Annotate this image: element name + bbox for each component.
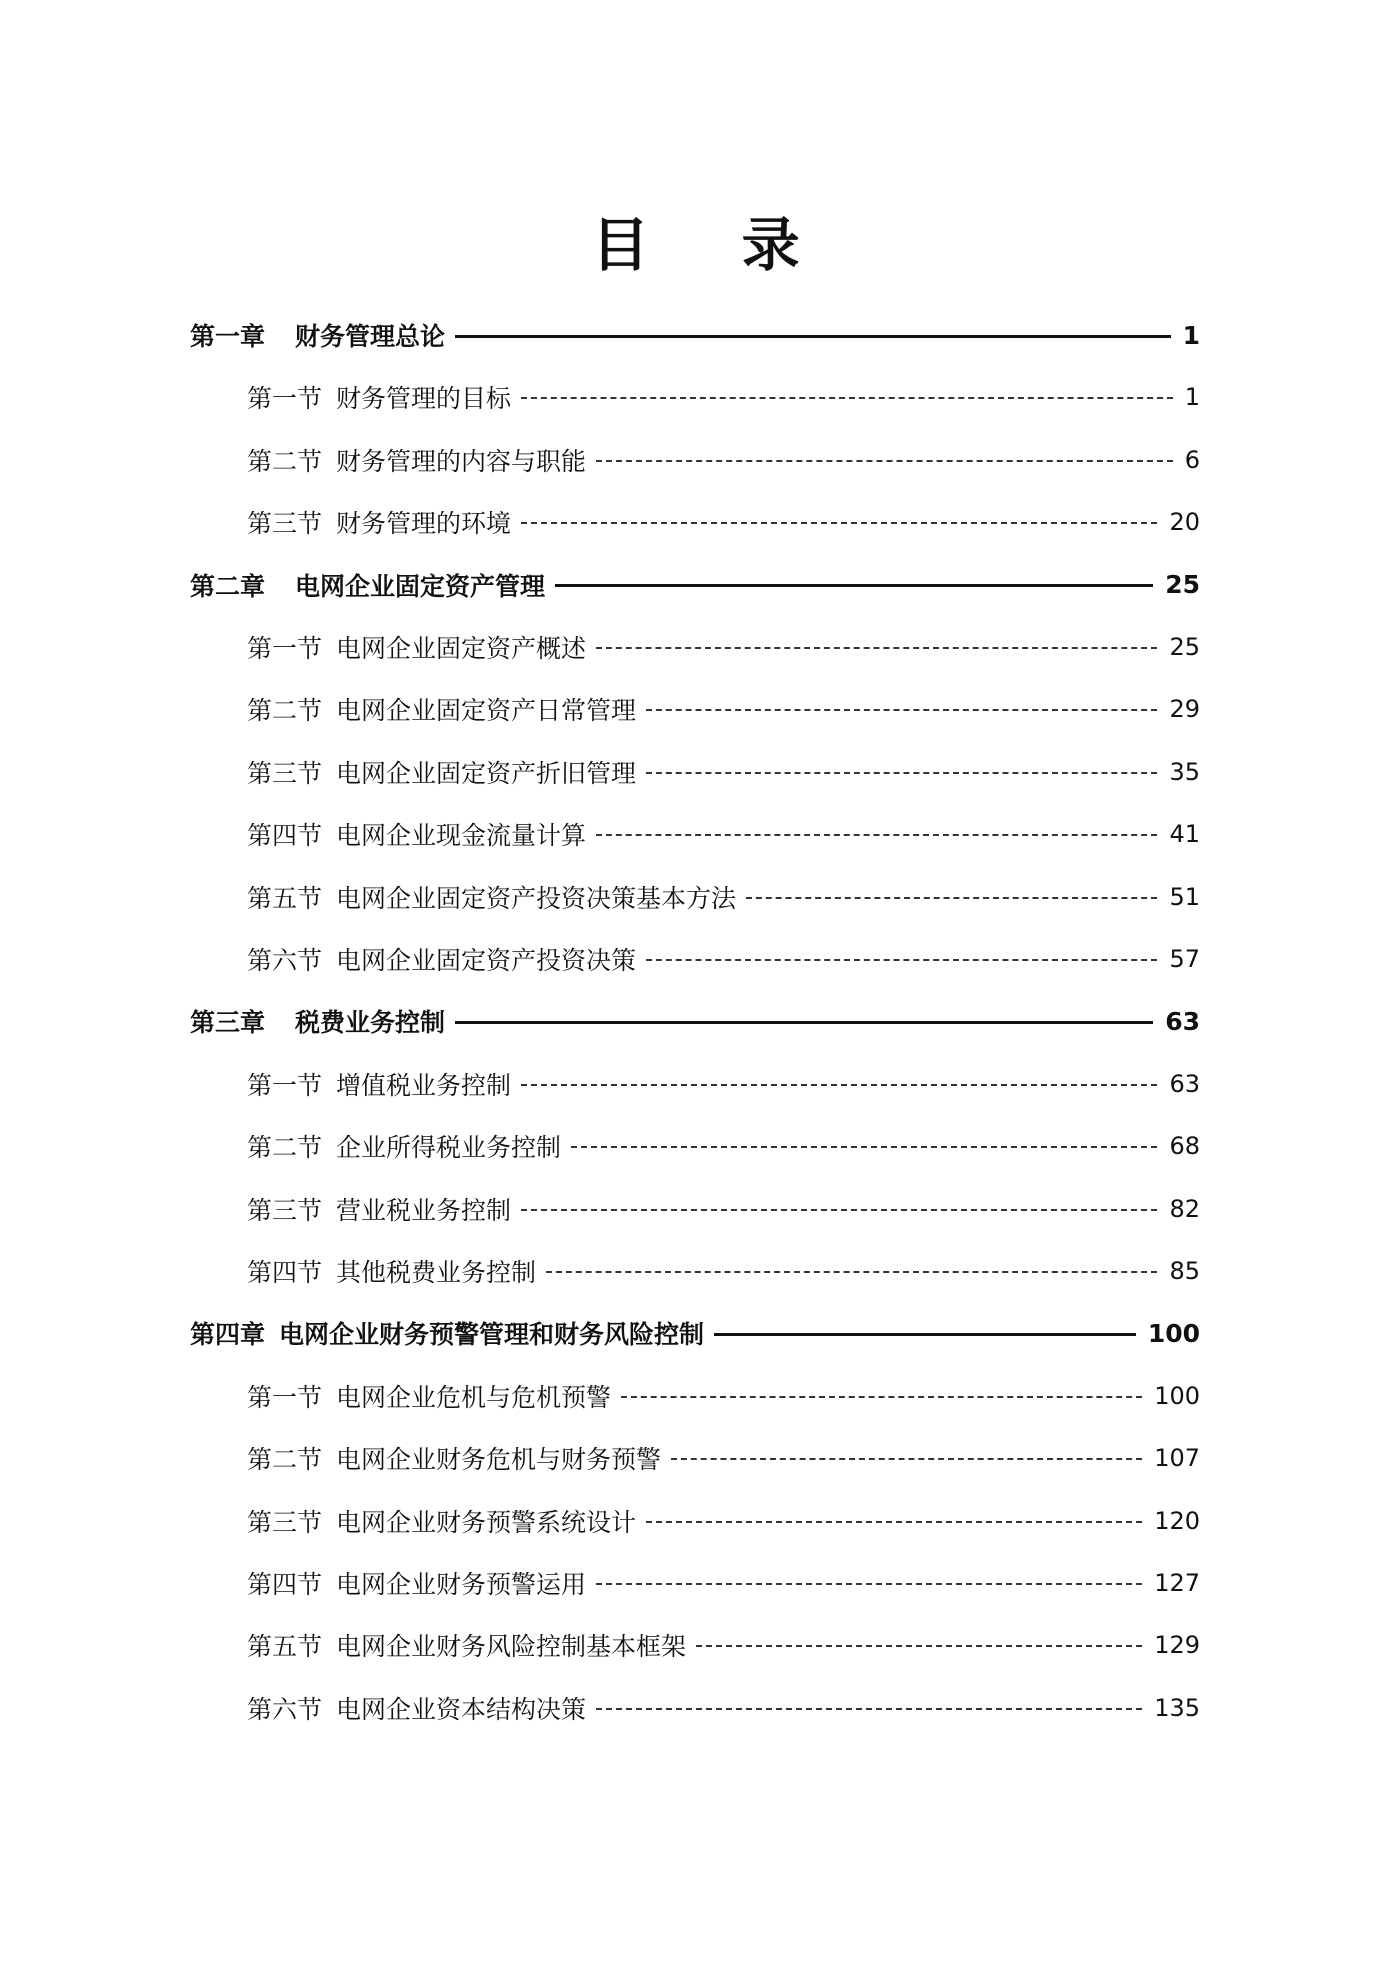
toc-entry-label: [247, 1690, 586, 1726]
toc-entry-label: [247, 1627, 686, 1663]
toc-entry-title: 财务管理总论: [295, 322, 446, 351]
toc-page-number: 51: [1169, 882, 1200, 911]
toc-chapter-entry: [190, 1001, 1200, 1041]
toc-entry-number: 第四节: [247, 1570, 323, 1599]
toc-page-number: 1: [1184, 383, 1200, 412]
toc-entry-title: 电网企业固定资产日常管理: [336, 696, 637, 726]
toc-section-entry: [247, 1189, 1200, 1229]
toc-section-entry: [247, 1064, 1200, 1104]
toc-page-number: 20: [1169, 508, 1200, 537]
toc-entry-number: 第三章: [190, 1008, 266, 1038]
page-title: 目 录: [591, 211, 836, 279]
toc-entry-title: 电网企业财务危机与财务预警: [336, 1445, 662, 1475]
toc-entry-number: 第五节: [247, 1632, 323, 1662]
toc-page-number: 127: [1154, 1569, 1200, 1597]
toc-leader-line: [646, 772, 1157, 774]
toc-entry-title: 财务管理的环境: [336, 509, 512, 539]
toc-entry-title: 财务管理的目标: [336, 384, 512, 414]
toc-page-number: 82: [1169, 1194, 1200, 1223]
toc-section-entry: [247, 814, 1200, 854]
toc-entry-title: 电网企业财务预警管理和财务风险控制: [279, 1320, 705, 1350]
toc-chapter-entry: [190, 315, 1200, 355]
toc-page-number: 63: [1165, 1006, 1200, 1036]
toc-entry-label: [190, 317, 445, 353]
toc-entry-label: [247, 816, 586, 852]
toc-leader-line: [646, 1521, 1142, 1523]
toc-page-number: 85: [1169, 1257, 1200, 1285]
toc-entry-number: 第三节: [247, 758, 323, 788]
toc-entry-label: [247, 754, 636, 790]
toc-leader-line: [646, 709, 1157, 711]
toc-entry-title: 增值税业务控制: [336, 1070, 512, 1100]
toc-entry-title: 电网企业财务预警运用: [336, 1570, 587, 1599]
toc-entry-label: [247, 1503, 636, 1539]
toc-page-number: 63: [1169, 1069, 1200, 1098]
toc-page-number: 135: [1154, 1693, 1200, 1722]
toc-entry-number: 第四章: [190, 1320, 266, 1350]
toc-leader-line: [596, 834, 1157, 836]
toc-entry-number: 第二节: [247, 446, 323, 476]
toc-entry-label: [247, 1066, 511, 1102]
toc-leader-line: [521, 1209, 1157, 1211]
toc-entry-number: 第二章: [190, 571, 266, 601]
toc-leader-line: [596, 647, 1157, 649]
toc-section-entry: [247, 1438, 1200, 1478]
toc-entry-number: 第三节: [247, 1195, 323, 1225]
toc-page-number: 57: [1169, 945, 1200, 973]
toc-leader-line: [555, 584, 1153, 587]
toc-section-entry: [247, 502, 1200, 542]
toc-entry-label: [247, 941, 636, 977]
toc-entry-title: 电网企业固定资产投资决策: [336, 946, 637, 975]
toc-entry-title: 电网企业危机与危机预警: [336, 1382, 612, 1412]
toc-entry-label: [190, 1003, 445, 1039]
toc-leader-line: [546, 1271, 1157, 1273]
toc-entry-number: 第四节: [247, 1258, 323, 1287]
toc-chapter-entry: [190, 565, 1200, 605]
toc-page-number: 6: [1184, 445, 1200, 474]
toc-page-number: 25: [1169, 633, 1200, 661]
toc-entry-number: 第一节: [247, 1070, 323, 1100]
toc-entry-title: 其他税费业务控制: [336, 1258, 537, 1287]
toc-section-entry: [247, 752, 1200, 792]
toc-entry-label: [247, 1565, 586, 1601]
toc-leader-line: [521, 522, 1157, 524]
toc-entry-number: 第一章: [190, 322, 266, 351]
toc-page-number: 41: [1169, 820, 1200, 849]
toc-entry-number: 第六节: [247, 1694, 323, 1724]
toc-page-number: 100: [1147, 1318, 1200, 1348]
toc-section-entry: [247, 377, 1200, 417]
toc-entry-number: 第五节: [247, 883, 323, 913]
toc-section-entry: [247, 1251, 1200, 1291]
toc-page-number: 129: [1154, 1631, 1200, 1660]
toc-entry-label: [190, 1315, 704, 1351]
toc-leader-line: [455, 335, 1171, 338]
toc-section-entry: [247, 1501, 1200, 1541]
toc-entry-number: 第一节: [247, 634, 323, 663]
toc-entry-label: [247, 1191, 511, 1227]
toc-leader-line: [596, 1708, 1142, 1710]
toc-entry-number: 第二节: [247, 1133, 323, 1163]
toc-entry-label: [247, 504, 511, 540]
toc-section-entry: [247, 627, 1200, 667]
toc-entry-label: [247, 879, 736, 915]
toc-leader-line: [571, 1146, 1157, 1148]
toc-entry-title: 税费业务控制: [295, 1008, 446, 1038]
toc-entry-title: 财务管理的内容与职能: [336, 446, 587, 476]
toc-entry-label: [247, 1378, 611, 1414]
toc-leader-line: [671, 1458, 1142, 1460]
toc-page-number: 1: [1182, 320, 1200, 350]
toc-page-number: 120: [1154, 1506, 1200, 1535]
toc-leader-line: [746, 897, 1157, 899]
toc-entry-title: 电网企业现金流量计算: [336, 821, 587, 851]
toc-entry-title: 电网企业固定资产概述: [336, 634, 587, 663]
toc-entry-title: 电网企业财务预警系统设计: [336, 1507, 637, 1537]
toc-leader-line: [714, 1333, 1136, 1336]
toc-leader-line: [646, 959, 1157, 961]
toc-entry-number: 第一节: [247, 384, 323, 414]
toc-entry-label: [247, 379, 511, 415]
toc-section-entry: [247, 939, 1200, 979]
toc-leader-line: [696, 1645, 1142, 1647]
toc-entry-label: [247, 442, 586, 478]
toc-section-entry: [247, 689, 1200, 729]
toc-leader-line: [521, 397, 1173, 399]
toc-entry-label: [247, 629, 586, 665]
toc-entry-number: 第四节: [247, 821, 323, 851]
toc-entry-label: [247, 1440, 661, 1476]
toc-entry-number: 第六节: [247, 946, 323, 975]
toc-section-entry: [247, 1126, 1200, 1166]
toc-leader-line: [596, 460, 1173, 462]
toc-entry-title: 电网企业财务风险控制基本框架: [336, 1632, 687, 1662]
toc-entry-label: [190, 567, 545, 603]
toc-leader-line: [596, 1583, 1142, 1585]
toc-section-entry: [247, 1563, 1200, 1603]
toc-entry-number: 第二节: [247, 696, 323, 726]
toc-entry-label: [247, 691, 636, 727]
toc-entry-title: 电网企业资本结构决策: [336, 1694, 587, 1724]
toc-entry-label: [247, 1128, 561, 1164]
toc-section-entry: [247, 440, 1200, 480]
toc-leader-line: [521, 1084, 1157, 1086]
toc-entry-number: 第一节: [247, 1382, 323, 1412]
toc-entry-title: 企业所得税业务控制: [336, 1133, 562, 1163]
toc-page-number: 68: [1169, 1132, 1200, 1161]
toc-entry-title: 电网企业固定资产管理: [295, 571, 546, 601]
toc-leader-line: [455, 1021, 1153, 1024]
toc-leader-line: [621, 1396, 1142, 1398]
toc-entry-label: [247, 1253, 536, 1289]
toc-chapter-entry: [190, 1313, 1200, 1353]
toc-page-number: 35: [1169, 757, 1200, 786]
toc-section-entry: [247, 1688, 1200, 1728]
toc-page-number: 100: [1154, 1381, 1200, 1410]
toc-page-number: 107: [1154, 1444, 1200, 1473]
toc-entry-number: 第三节: [247, 509, 323, 539]
toc-entry-number: 第三节: [247, 1507, 323, 1537]
toc-entry-number: 第二节: [247, 1445, 323, 1475]
toc-page-number: 25: [1165, 570, 1200, 600]
toc-section-entry: [247, 1376, 1200, 1416]
toc-section-entry: [247, 1625, 1200, 1665]
toc-page-number: 29: [1169, 695, 1200, 724]
toc-entry-title: 营业税业务控制: [336, 1195, 512, 1225]
toc-entry-title: 电网企业固定资产投资决策基本方法: [336, 883, 737, 913]
toc-entry-title: 电网企业固定资产折旧管理: [336, 758, 637, 788]
toc-section-entry: [247, 877, 1200, 917]
